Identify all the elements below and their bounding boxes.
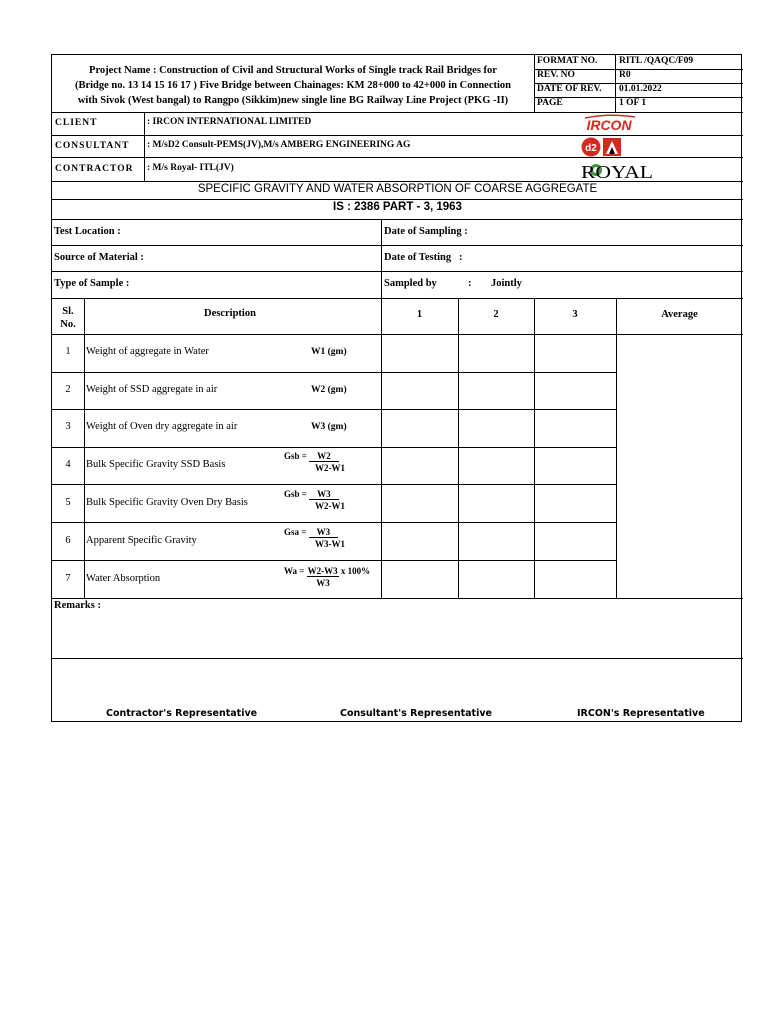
project-line-2: (Bridge no. 13 14 15 16 17 ) Five Bridge between Chainages: KM 28+000 to 42+000 in Connection — [74, 80, 512, 91]
sampled-by-value: Jointly — [491, 278, 522, 289]
ircon-logo-text: IRCON — [586, 117, 632, 132]
type-of-sample-label: Type of Sample : — [54, 278, 130, 289]
formula-lhs: Gsa = — [284, 527, 307, 537]
contractor-value: : M/s Royal- ITL(JV) — [147, 163, 234, 173]
formula-numerator: W3 — [309, 489, 339, 500]
sampled-by-label: Sampled by — [384, 278, 437, 289]
formula-lhs: Gsb = — [284, 451, 307, 461]
consultant-signature-label: Consultant's Representative — [340, 708, 492, 719]
date-of-testing-label: Date of Testing : — [384, 252, 463, 263]
contractor-signature-label: Contractor's Representative — [106, 708, 258, 719]
description-header: Description — [204, 308, 256, 319]
form-title: SPECIFIC GRAVITY AND WATER ABSORPTION OF COARSE AGGREGATE — [197, 183, 598, 195]
source-of-material-label: Source of Material : — [54, 252, 144, 263]
formula-numerator: W3 — [309, 527, 339, 538]
row-description: Bulk Specific Gravity SSD Basis — [86, 459, 226, 470]
row-sl: 1 — [65, 346, 71, 357]
formula-lhs: Gsb = — [284, 489, 307, 499]
formula-water-absorption — [284, 566, 371, 588]
row-sl: 6 — [65, 535, 71, 546]
contractor-label: CONTRACTOR — [55, 164, 134, 174]
consultant-label: CONSULTANT — [55, 141, 130, 151]
test-location-label: Test Location : — [54, 226, 121, 237]
row-description: Apparent Specific Gravity — [86, 535, 197, 546]
col1-header: 1 — [416, 309, 423, 320]
formula-denominator: W3-W1 — [315, 539, 345, 549]
formula-gsb-ssd — [284, 451, 345, 473]
ircon-logo-graphic — [579, 114, 639, 132]
date-of-rev-label: DATE OF REV. — [537, 84, 602, 94]
page-label: PAGE — [537, 98, 563, 108]
format-no-label: FORMAT NO. — [537, 56, 598, 66]
row-description: Water Absorption — [86, 573, 161, 584]
row-unit: W3 (gm) — [311, 422, 347, 432]
row-sl: 7 — [65, 573, 71, 584]
row-description: Weight of Oven dry aggregate in air — [86, 421, 238, 432]
royal-logo-graphic — [579, 159, 659, 181]
formula-lhs: Wa = — [284, 566, 305, 576]
project-name — [52, 63, 534, 108]
d2-logo-text: d2 — [585, 143, 597, 154]
d2-logo — [580, 136, 630, 158]
project-line-3: with Sivok (West bangal) to Rangpo (Sikkim)new single line BG Railway Line Project (PKG -II) — [77, 95, 509, 106]
sl-no-header — [52, 305, 84, 331]
format-no-value: RITL /QAQC/F09 — [619, 56, 694, 66]
date-of-sampling-label: Date of Sampling : — [384, 226, 468, 237]
d2-logo-graphic — [580, 136, 630, 158]
form-standard: IS : 2386 PART - 3, 1963 — [333, 201, 462, 213]
formula-numerator: W2-W3 — [307, 566, 338, 576]
formula-gsb-oven-dry — [284, 489, 345, 511]
sl-no-header-line2: No. — [60, 319, 76, 330]
row-sl: 5 — [65, 497, 71, 508]
col3-header: 3 — [572, 309, 578, 320]
formula-denominator: W3 — [316, 578, 330, 588]
client-label: CLIENT — [55, 118, 98, 128]
ircon-signature-label: IRCON's Representative — [577, 708, 705, 719]
row-description: Bulk Specific Gravity Oven Dry Basis — [86, 497, 248, 508]
inspection-form — [51, 54, 742, 722]
row-sl: 2 — [65, 384, 71, 395]
formula-denominator: W2-W1 — [315, 501, 345, 511]
consultant-value: : M/sD2 Consult-PEMS(JV),M/s AMBERG ENGINEERING AG — [147, 140, 411, 150]
row-description: Weight of aggregate in Water — [86, 346, 209, 357]
project-line-1: Project Name : Construction of Civil and Structural Works of Single track Rail Bridges for — [89, 65, 497, 76]
page-value: 1 OF 1 — [619, 98, 647, 108]
date-of-rev-value: 01.01.2022 — [619, 84, 662, 94]
sl-no-header-line1: Sl. — [62, 306, 74, 317]
formula-numerator: W2 — [309, 451, 339, 462]
col2-header: 2 — [493, 309, 499, 320]
row-sl: 4 — [65, 459, 71, 470]
row-description: Weight of SSD aggregate in air — [86, 384, 218, 395]
sampled-by-colon: : — [468, 278, 472, 289]
row-sl: 3 — [65, 421, 71, 432]
remarks-label: Remarks : — [54, 600, 101, 611]
royal-logo-text: ROYAL — [581, 162, 653, 181]
rev-no-label: REV. NO — [537, 70, 575, 80]
rev-no-value: R0 — [619, 70, 631, 80]
formula-tail: x 100% — [340, 566, 371, 576]
royal-logo — [579, 159, 659, 181]
ircon-logo — [579, 114, 639, 132]
row-unit: W2 (gm) — [311, 385, 347, 395]
formula-denominator: W2-W1 — [315, 463, 345, 473]
formula-gsa — [284, 527, 345, 549]
average-header: Average — [661, 309, 698, 320]
row-unit: W1 (gm) — [311, 347, 347, 357]
client-value: : IRCON INTERNATIONAL LIMITED — [147, 117, 312, 127]
